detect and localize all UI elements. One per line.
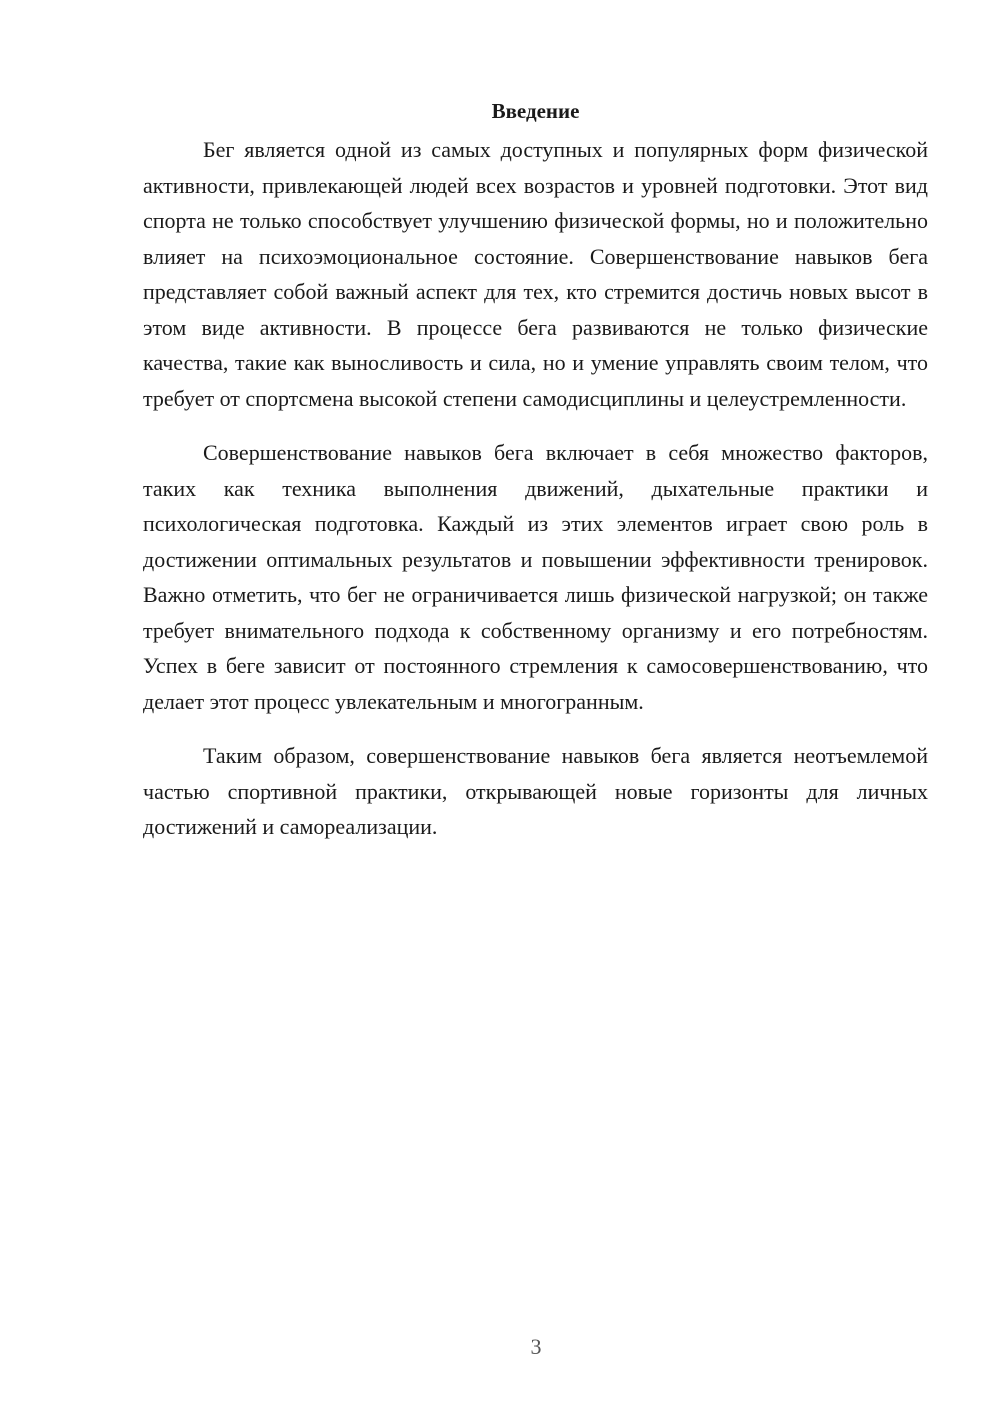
paragraph-3: Таким образом, совершенствование навыков бега является неотъемлемой частью спортивной практики, открывающей новые горизонты для личных достижений и самореализации.	[143, 743, 928, 839]
page-number: 3	[530, 1334, 542, 1359]
section-heading: Введение	[491, 99, 580, 123]
page-content	[143, 96, 928, 864]
paragraph-1: Бег является одной из самых доступных и популярных форм физической активности, привлекающей людей всех возрастов и уровней подготовки. Этот вид спорта не только способствует улучшению физической формы, но и положительно влияет на психоэмоциональное состояние. Совершенствование навыков бега представляет собой важный аспект для тех, кто стремится достичь новых высот в этом виде активности. В процессе бега развиваются не только физические качества, такие как выносливость и сила, но и умение управлять своим телом, что требует от спортсмена высокой степени самодисциплины и целеустремленности.	[143, 137, 928, 411]
paragraph-2: Совершенствование навыков бега включает в себя множество факторов, таких как техника выполнения движений, дыхательные практики и психологическая подготовка. Каждый из этих элементов играет свою роль в достижении оптимальных результатов и повышении эффективности тренировок. Важно отметить, что бег не ограничивается лишь физической нагрузкой; он также требует внимательного подхода к собственному организму и его потребностям. Успех в беге зависит от постоянного стремления к самосовершенствованию, что делает этот процесс увлекательным и многогранным.	[143, 440, 928, 714]
